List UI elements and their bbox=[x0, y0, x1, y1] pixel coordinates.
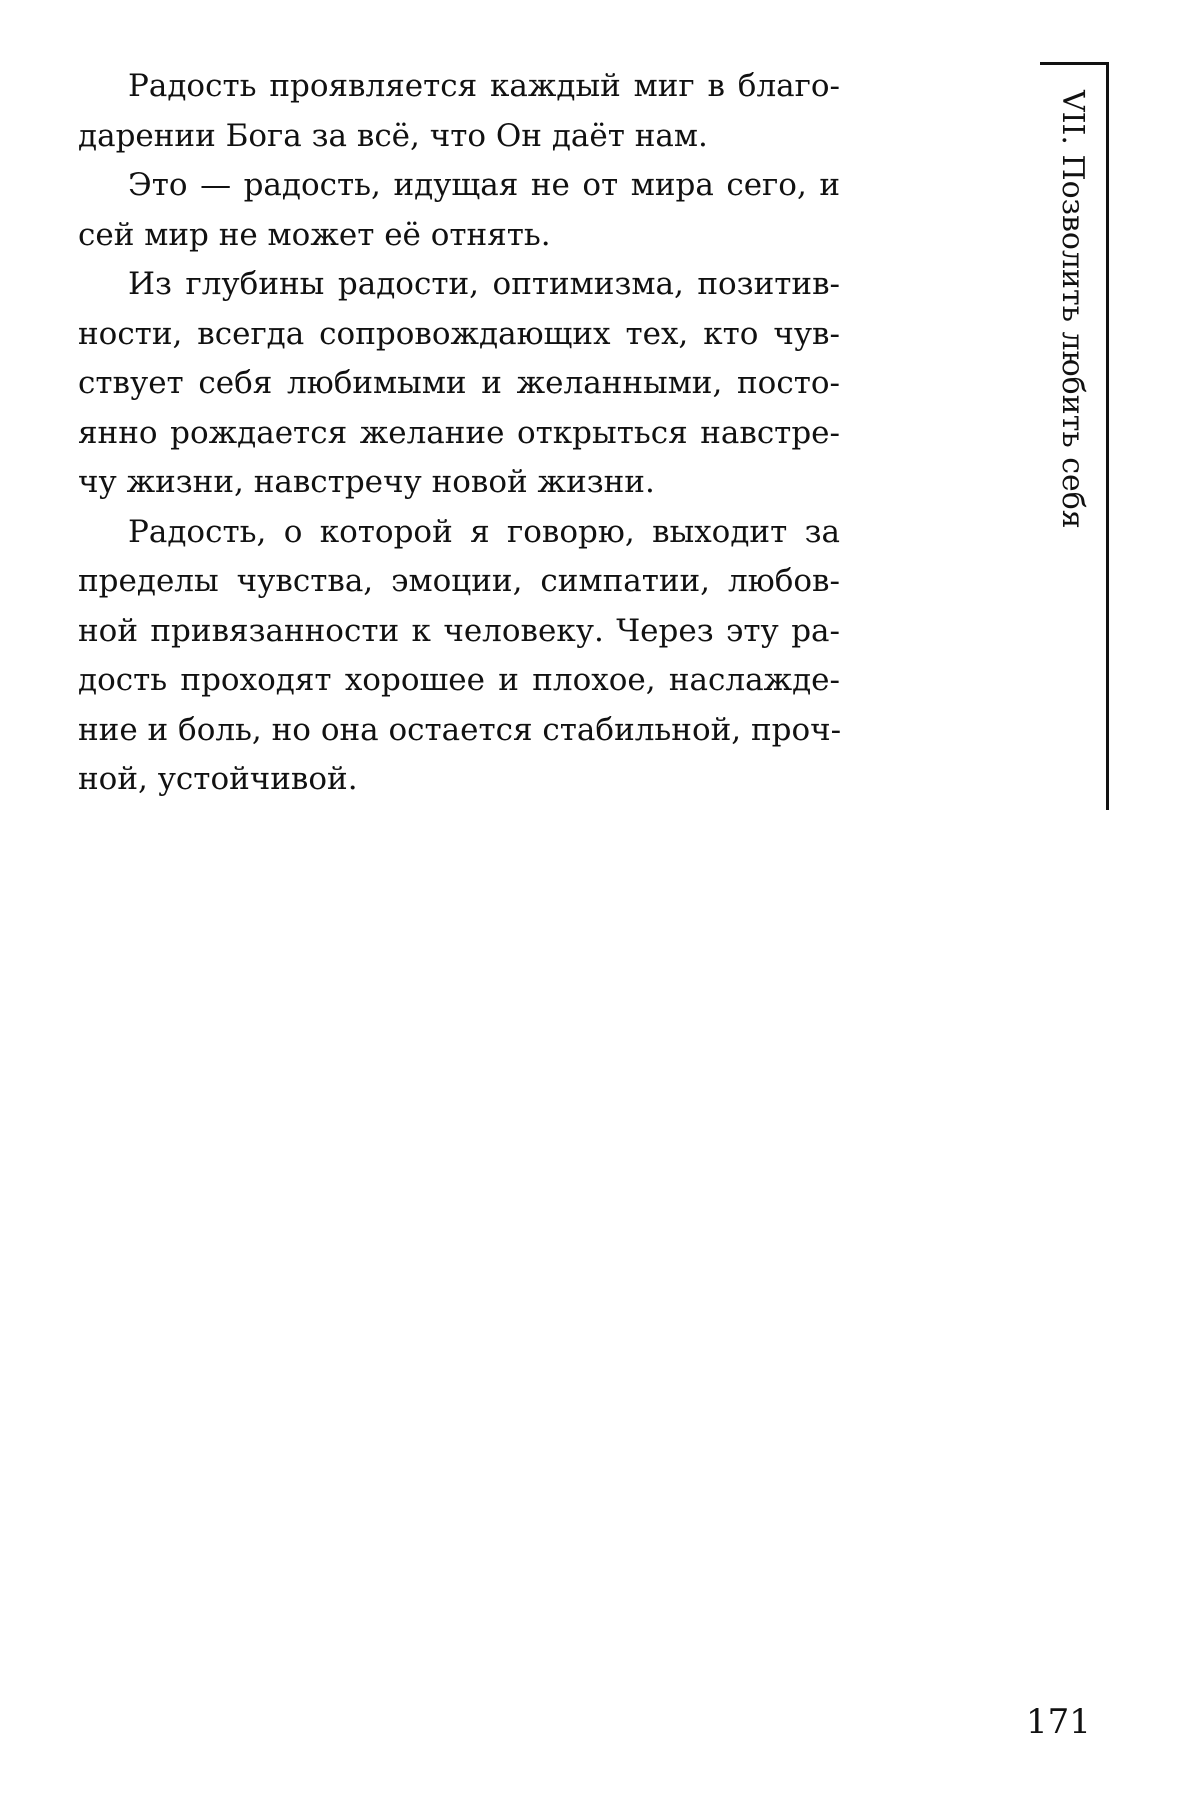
text-line: Радость, о которой я говорю, выходит за bbox=[128, 513, 840, 550]
running-head-area bbox=[1038, 62, 1110, 810]
running-head-top-rule bbox=[1040, 62, 1108, 65]
text-line: ствует себя любимыми и желанными, посто- bbox=[78, 365, 840, 401]
paragraph-4 bbox=[78, 508, 840, 805]
text-line: Из глубины радости, оптимизма, позитив- bbox=[128, 266, 840, 302]
running-head-vertical-rule bbox=[1106, 62, 1109, 810]
text-line: ной привязанности к человеку. Через эту ра- bbox=[78, 612, 840, 649]
text-line: Это — радость, идущая не от мира сего, и bbox=[128, 167, 840, 203]
text-line: чу жизни, навстречу новой жизни. bbox=[78, 464, 655, 500]
text-line: ной, устойчивой. bbox=[78, 761, 358, 797]
text-line: ние и боль, но она остается стабильной, проч- bbox=[78, 711, 842, 748]
running-head-title: VII. Позволить любить себя bbox=[1055, 90, 1090, 529]
body-text bbox=[78, 62, 840, 805]
text-line: янно рождается желание открыться навстре- bbox=[78, 414, 840, 451]
paragraph-3 bbox=[78, 260, 840, 508]
paragraph-2 bbox=[78, 161, 840, 260]
paragraph-1 bbox=[78, 62, 840, 161]
text-line: сей мир не может её отнять. bbox=[78, 216, 551, 253]
text-line: ности, всегда сопровождающих тех, кто чув- bbox=[78, 315, 840, 352]
text-line: Радость проявляется каждый миг в благо- bbox=[128, 68, 840, 104]
text-line: пределы чувства, эмоции, симпатии, любов- bbox=[78, 563, 840, 599]
text-line: дарении Бога за всё, что Он даёт нам. bbox=[78, 117, 708, 154]
text-line: дость проходят хорошее и плохое, наслажде- bbox=[78, 662, 840, 698]
page-number: 171 bbox=[1026, 1702, 1091, 1742]
